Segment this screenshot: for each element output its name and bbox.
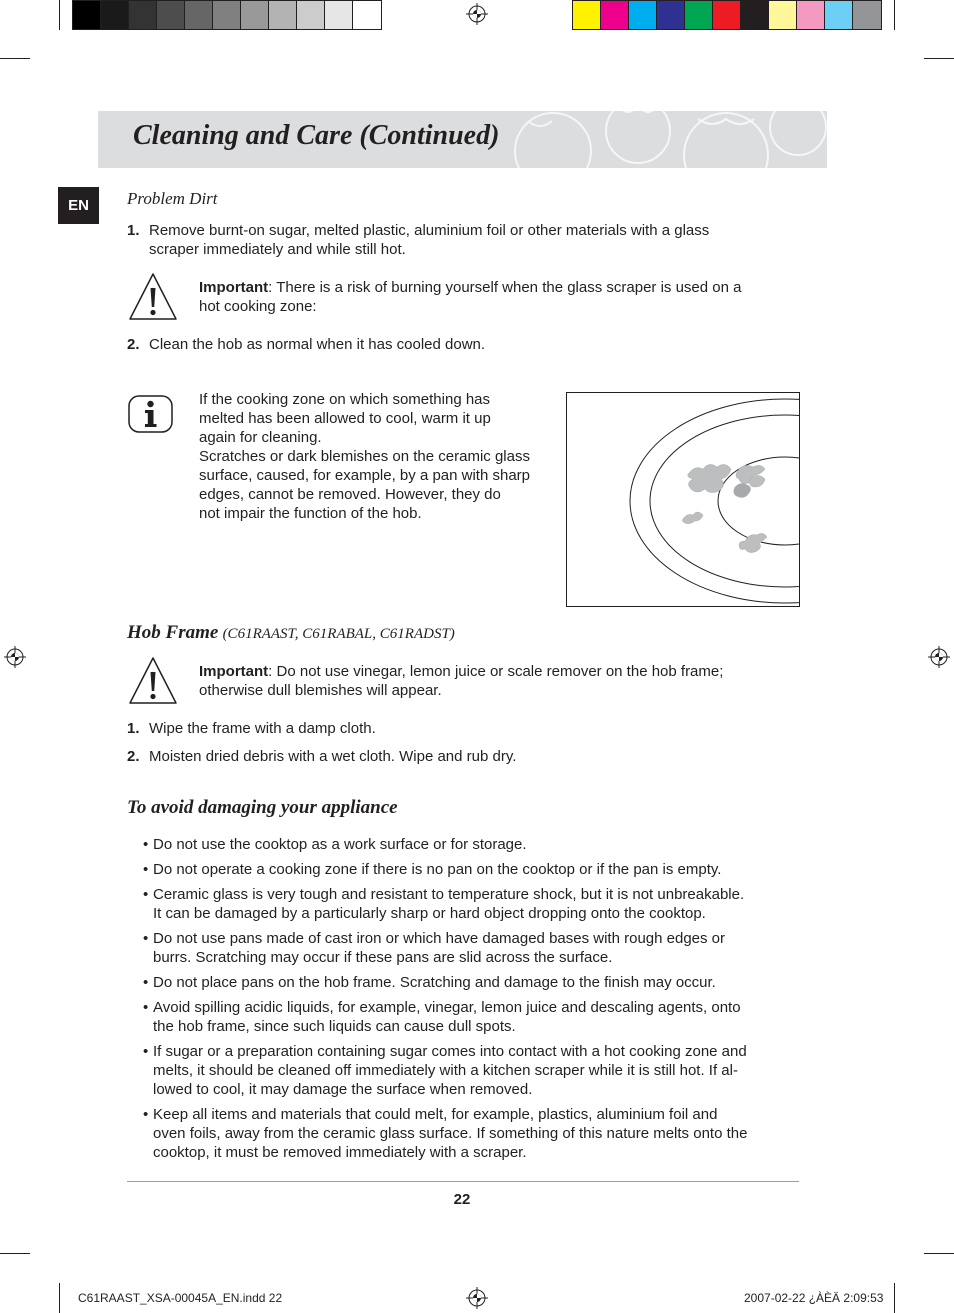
text-line: surface, caused, for example, by a pan with sharp <box>199 467 531 484</box>
color-swatch <box>741 1 769 29</box>
important-label: Important <box>199 663 269 680</box>
language-tab: EN <box>58 187 99 224</box>
section-heading-hob-frame <box>127 622 455 644</box>
gray-swatch <box>185 1 213 29</box>
color-swatch <box>713 1 741 29</box>
warning-icon <box>127 271 179 323</box>
step-number: 1. <box>127 720 140 737</box>
gray-swatch <box>73 1 101 29</box>
list-item <box>143 860 803 879</box>
text-line: the hob frame, since such liquids can cause dull spots. <box>153 1018 516 1035</box>
bullet-glyph: • <box>143 886 149 903</box>
bullet-glyph: • <box>143 836 149 853</box>
color-swatch <box>657 1 685 29</box>
crop-mark <box>894 0 895 30</box>
list-item <box>143 885 803 923</box>
bullet-glyph: • <box>143 974 149 991</box>
text-line: Do not place pans on the hob frame. Scratching and damage to the finish may occur. <box>153 974 716 991</box>
list-item-text <box>153 929 725 967</box>
section-heading-problem-dirt: Problem Dirt <box>127 189 218 208</box>
list-item <box>143 1105 803 1162</box>
footer-rule <box>127 1181 799 1182</box>
step-text: Clean the hob as normal when it has cooled down. <box>149 336 486 353</box>
warning-text <box>199 278 799 316</box>
text-line: hot cooking zone: <box>199 298 317 315</box>
bullet-glyph: • <box>143 999 149 1016</box>
list-item-text <box>153 885 744 923</box>
list-item-text <box>153 860 721 879</box>
text-line: It can be damaged by a particularly sharp or hard object dropping onto the cooktop. <box>153 905 706 922</box>
crop-mark <box>0 1253 30 1254</box>
text-line: melts, it should be cleaned off immediately with a kitchen scraper while it is still hot. If al- <box>153 1062 738 1079</box>
list-item-text <box>153 973 716 992</box>
step-number: 1. <box>127 222 140 239</box>
step-number: 2. <box>127 748 140 765</box>
crop-mark <box>59 1283 60 1313</box>
gray-swatch <box>353 1 381 29</box>
warning-text <box>199 662 799 700</box>
text-line: melted has been allowed to cool, warm it up <box>199 410 491 427</box>
color-swatch <box>853 1 881 29</box>
bullet-glyph: • <box>143 1043 149 1060</box>
gray-swatch <box>101 1 129 29</box>
page-title: Cleaning and Care (Continued) <box>133 120 500 151</box>
crop-mark <box>894 1283 895 1313</box>
text-line: : Do not use vinegar, lemon juice or scale remover on the hob frame; <box>268 663 724 680</box>
bullet-glyph: • <box>143 1106 149 1123</box>
text-line: otherwise dull blemishes will appear. <box>199 682 442 699</box>
gray-swatch <box>325 1 353 29</box>
gray-swatch <box>269 1 297 29</box>
page-number: 22 <box>453 1191 471 1208</box>
gray-swatch <box>213 1 241 29</box>
text-line: burrs. Scratching may occur if these pans are slid across the surface. <box>153 949 613 966</box>
text-line: again for cleaning. <box>199 429 322 446</box>
print-timestamp: 2007-02-22 ¿ÀÈÄ 2:09:53 <box>744 1291 884 1305</box>
bullet-list <box>143 835 803 1168</box>
color-swatch <box>825 1 853 29</box>
registration-mark-icon <box>4 646 26 668</box>
text-line: : There is a risk of burning yourself when the glass scraper is used on a <box>268 279 742 296</box>
gray-swatch <box>157 1 185 29</box>
gray-swatch <box>241 1 269 29</box>
color-swatch <box>797 1 825 29</box>
color-swatch <box>769 1 797 29</box>
text-line: not impair the function of the hob. <box>199 505 422 522</box>
gray-calibration-strip <box>72 0 382 30</box>
file-name: C61RAAST_XSA-00045A_EN.indd 22 <box>78 1291 283 1305</box>
text-line: Remove burnt-on sugar, melted plastic, aluminium foil or other materials with a glass <box>149 222 710 239</box>
list-item <box>143 998 803 1036</box>
gray-swatch <box>129 1 157 29</box>
registration-mark-icon <box>466 3 488 25</box>
text-line: Scratches or dark blemishes on the ceramic glass <box>199 448 530 465</box>
important-label: Important <box>199 279 269 296</box>
bullet-glyph: • <box>143 930 149 947</box>
text-line: lowed to cool, it may damage the surface when removed. <box>153 1081 533 1098</box>
color-swatch <box>573 1 601 29</box>
text-line: cooktop, it must be removed immediately with a scraper. <box>153 1144 527 1161</box>
hob-illustration <box>566 392 800 607</box>
step-text: Moisten dried debris with a wet cloth. Wipe and rub dry. <box>149 748 517 765</box>
info-icon <box>128 395 173 433</box>
list-item-text <box>153 1042 747 1099</box>
step-text: Wipe the frame with a damp cloth. <box>149 720 376 737</box>
text-line: Ceramic glass is very tough and resistant to temperature shock, but it is not unbreakable. <box>153 886 745 903</box>
text-line: edges, cannot be removed. However, they do <box>199 486 501 503</box>
text-line: Avoid spilling acidic liquids, for example, vinegar, lemon juice and descaling agents, onto <box>153 999 741 1016</box>
text-line: oven foils, away from the ceramic glass surface. If something of this nature melts onto the <box>153 1125 748 1142</box>
color-calibration-strip <box>572 0 882 30</box>
crop-mark <box>59 0 60 30</box>
step-text <box>149 221 799 259</box>
text-line: scraper immediately and while still hot. <box>149 241 406 258</box>
list-item <box>143 929 803 967</box>
list-item <box>143 1042 803 1099</box>
text-line: Keep all items and materials that could melt, for example, plastics, aluminium foil and <box>153 1106 718 1123</box>
text-line: Do not use the cooktop as a work surface or for storage. <box>153 836 527 853</box>
list-item <box>143 835 803 854</box>
text-line: Do not operate a cooking zone if there is no pan on the cooktop or if the pan is empty. <box>153 861 722 878</box>
color-swatch <box>629 1 657 29</box>
crop-mark <box>924 1253 954 1254</box>
text-line: If sugar or a preparation containing sugar comes into contact with a hot cooking zone and <box>153 1043 747 1060</box>
text-line: Do not use pans made of cast iron or which have damaged bases with rough edges or <box>153 930 726 947</box>
model-list: (C61RAAST, C61RABAL, C61RADST) <box>222 626 455 642</box>
list-item-text <box>153 1105 747 1162</box>
warning-icon <box>127 655 179 707</box>
list-item-text <box>153 998 741 1036</box>
crop-mark <box>924 58 954 59</box>
section-title: Hob Frame <box>127 622 219 643</box>
color-swatch <box>685 1 713 29</box>
gray-swatch <box>297 1 325 29</box>
registration-mark-icon <box>466 1287 488 1309</box>
crop-mark <box>0 58 30 59</box>
info-text <box>199 390 559 523</box>
text-line: If the cooking zone on which something has <box>199 391 491 408</box>
list-item-text <box>153 835 527 854</box>
list-item <box>143 973 803 992</box>
registration-mark-icon <box>928 646 950 668</box>
color-swatch <box>601 1 629 29</box>
hob-illustration-drawing <box>567 393 799 606</box>
section-heading-avoid-damage: To avoid damaging your appliance <box>127 797 398 818</box>
step-number: 2. <box>127 336 140 353</box>
bullet-glyph: • <box>143 861 149 878</box>
